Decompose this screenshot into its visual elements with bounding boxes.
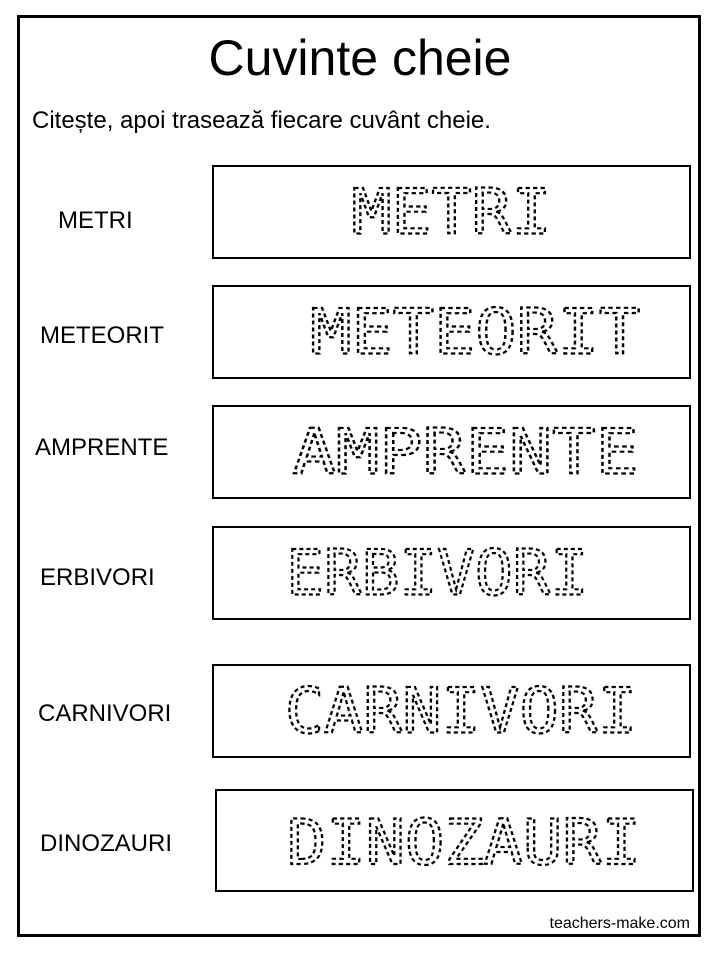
page-title: Cuvinte cheie bbox=[208, 30, 512, 86]
trace-box-5 bbox=[212, 664, 691, 758]
trace-word-3 bbox=[214, 407, 689, 497]
trace-box-2 bbox=[212, 285, 691, 379]
trace-box-6 bbox=[215, 789, 694, 892]
traced-word-text: DINOZAURI bbox=[287, 805, 641, 879]
word-label-5: CARNIVORI bbox=[38, 700, 172, 727]
trace-word-4 bbox=[214, 528, 689, 618]
word-label-2: METEORIT bbox=[40, 322, 164, 349]
credit-text: teachers-make.com bbox=[549, 915, 690, 932]
traced-word-text: ERBIVORI bbox=[286, 536, 589, 610]
trace-word-1 bbox=[214, 167, 689, 257]
trace-word-6 bbox=[217, 791, 692, 890]
trace-word-5 bbox=[214, 666, 689, 756]
trace-box-1 bbox=[212, 165, 691, 259]
instruction-text: Citește, apoi trasează fiecare cuvânt cheie. bbox=[32, 107, 491, 134]
traced-word-text: METRI bbox=[351, 175, 552, 249]
traced-word-text: AMPRENTE bbox=[292, 415, 639, 489]
word-label-1: METRI bbox=[58, 207, 133, 234]
trace-box-3 bbox=[212, 405, 691, 499]
word-label-6: DINOZAURI bbox=[40, 830, 172, 857]
word-label-4: ERBIVORI bbox=[40, 564, 155, 591]
trace-word-2 bbox=[214, 287, 689, 377]
trace-box-4 bbox=[212, 526, 691, 620]
traced-word-text: METEORIT bbox=[310, 295, 641, 369]
word-label-3: AMPRENTE bbox=[35, 434, 169, 461]
traced-word-text: CARNIVORI bbox=[285, 674, 637, 748]
